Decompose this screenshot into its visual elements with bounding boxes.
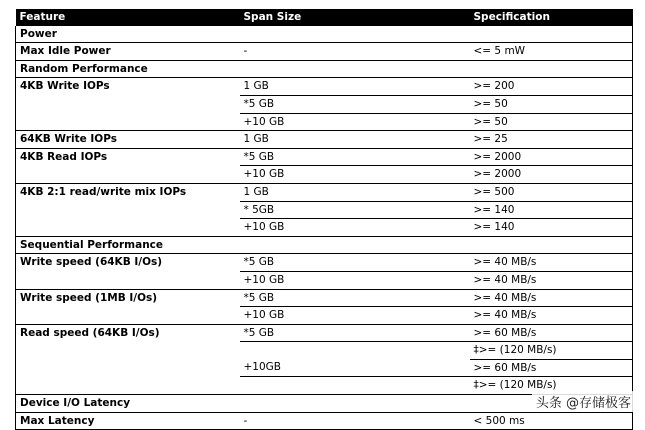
feature-cell bbox=[16, 377, 240, 395]
table-row bbox=[16, 43, 633, 61]
specification-cell: >= 50 bbox=[470, 95, 633, 113]
section-label: Device I/O Latency bbox=[16, 395, 633, 413]
specification-cell: >= 140 bbox=[470, 219, 633, 237]
span-size-cell: *5 GB bbox=[240, 324, 470, 342]
span-size-cell: +10 GB bbox=[240, 166, 470, 184]
specification-cell: >= 140 bbox=[470, 201, 633, 219]
header-span-size: Span Size bbox=[240, 9, 470, 26]
table-row bbox=[16, 148, 633, 166]
span-size-cell: *5 GB bbox=[240, 289, 470, 307]
table-row bbox=[16, 271, 633, 289]
specification-cell: ‡>= (120 MB/s) bbox=[470, 342, 633, 360]
span-size-cell: 1 GB bbox=[240, 78, 470, 96]
span-size-cell bbox=[240, 342, 470, 360]
table-header-row bbox=[16, 9, 633, 26]
section-label: Power bbox=[16, 26, 633, 43]
feature-cell bbox=[16, 359, 240, 377]
specification-cell: >= 60 MB/s bbox=[470, 324, 633, 342]
table-row bbox=[16, 95, 633, 113]
span-size-cell: +10GB bbox=[240, 359, 470, 377]
table-row bbox=[16, 131, 633, 149]
table-row bbox=[16, 412, 633, 430]
span-size-cell: * 5GB bbox=[240, 201, 470, 219]
feature-cell bbox=[16, 307, 240, 325]
table-row bbox=[16, 78, 633, 96]
span-size-cell: +10 GB bbox=[240, 113, 470, 131]
section-row bbox=[16, 26, 633, 43]
feature-cell bbox=[16, 201, 240, 219]
feature-cell bbox=[16, 113, 240, 131]
feature-cell: 64KB Write IOPs bbox=[16, 131, 240, 149]
feature-cell: Read speed (64KB I/Os) bbox=[16, 324, 240, 342]
span-size-cell: 1 GB bbox=[240, 183, 470, 201]
span-size-cell: +10 GB bbox=[240, 307, 470, 325]
feature-cell bbox=[16, 166, 240, 184]
header-feature: Feature bbox=[16, 9, 240, 26]
feature-cell bbox=[16, 271, 240, 289]
feature-cell: 4KB Write IOPs bbox=[16, 78, 240, 96]
section-label: Sequential Performance bbox=[16, 236, 633, 254]
table-row bbox=[16, 183, 633, 201]
specification-cell: <= 5 mW bbox=[470, 43, 633, 61]
header-specification: Specification bbox=[470, 9, 633, 26]
specification-cell: >= 25 bbox=[470, 131, 633, 149]
table-row bbox=[16, 254, 633, 272]
table-row bbox=[16, 307, 633, 325]
table-row bbox=[16, 342, 633, 360]
table-row bbox=[16, 113, 633, 131]
feature-cell bbox=[16, 95, 240, 113]
feature-cell: Write speed (64KB I/Os) bbox=[16, 254, 240, 272]
specification-cell: >= 200 bbox=[470, 78, 633, 96]
specification-cell: >= 40 MB/s bbox=[470, 289, 633, 307]
specification-table bbox=[15, 9, 633, 430]
table-body bbox=[16, 26, 633, 430]
span-size-cell: +10 GB bbox=[240, 271, 470, 289]
span-size-cell: - bbox=[240, 412, 470, 430]
table-row bbox=[16, 219, 633, 237]
section-row bbox=[16, 60, 633, 78]
section-label: Random Performance bbox=[16, 60, 633, 78]
specification-cell: < 500 ms bbox=[470, 412, 633, 430]
specification-cell: >= 40 MB/s bbox=[470, 271, 633, 289]
span-size-cell bbox=[240, 377, 470, 395]
specification-cell: >= 50 bbox=[470, 113, 633, 131]
table-row bbox=[16, 324, 633, 342]
specification-cell: >= 60 MB/s bbox=[470, 359, 633, 377]
table-row bbox=[16, 201, 633, 219]
span-size-cell: +10 GB bbox=[240, 219, 470, 237]
span-size-cell: *5 GB bbox=[240, 148, 470, 166]
feature-cell bbox=[16, 219, 240, 237]
table-row bbox=[16, 359, 633, 377]
feature-cell: 4KB Read IOPs bbox=[16, 148, 240, 166]
specification-cell: >= 2000 bbox=[470, 166, 633, 184]
feature-cell: 4KB 2:1 read/write mix IOPs bbox=[16, 183, 240, 201]
span-size-cell: - bbox=[240, 43, 470, 61]
specification-cell: >= 40 MB/s bbox=[470, 307, 633, 325]
section-row bbox=[16, 236, 633, 254]
table-row bbox=[16, 289, 633, 307]
feature-cell: Max Latency bbox=[16, 412, 240, 430]
specification-cell: >= 40 MB/s bbox=[470, 254, 633, 272]
specification-cell: >= 2000 bbox=[470, 148, 633, 166]
feature-cell: Max Idle Power bbox=[16, 43, 240, 61]
feature-cell bbox=[16, 342, 240, 360]
span-size-cell: *5 GB bbox=[240, 95, 470, 113]
feature-cell: Write speed (1MB I/Os) bbox=[16, 289, 240, 307]
watermark: 头条 @存储极客 bbox=[532, 391, 635, 412]
table-row bbox=[16, 166, 633, 184]
specification-cell: ‡>= (120 MB/s) bbox=[470, 377, 633, 395]
span-size-cell: *5 GB bbox=[240, 254, 470, 272]
span-size-cell: 1 GB bbox=[240, 131, 470, 149]
specification-cell: >= 500 bbox=[470, 183, 633, 201]
